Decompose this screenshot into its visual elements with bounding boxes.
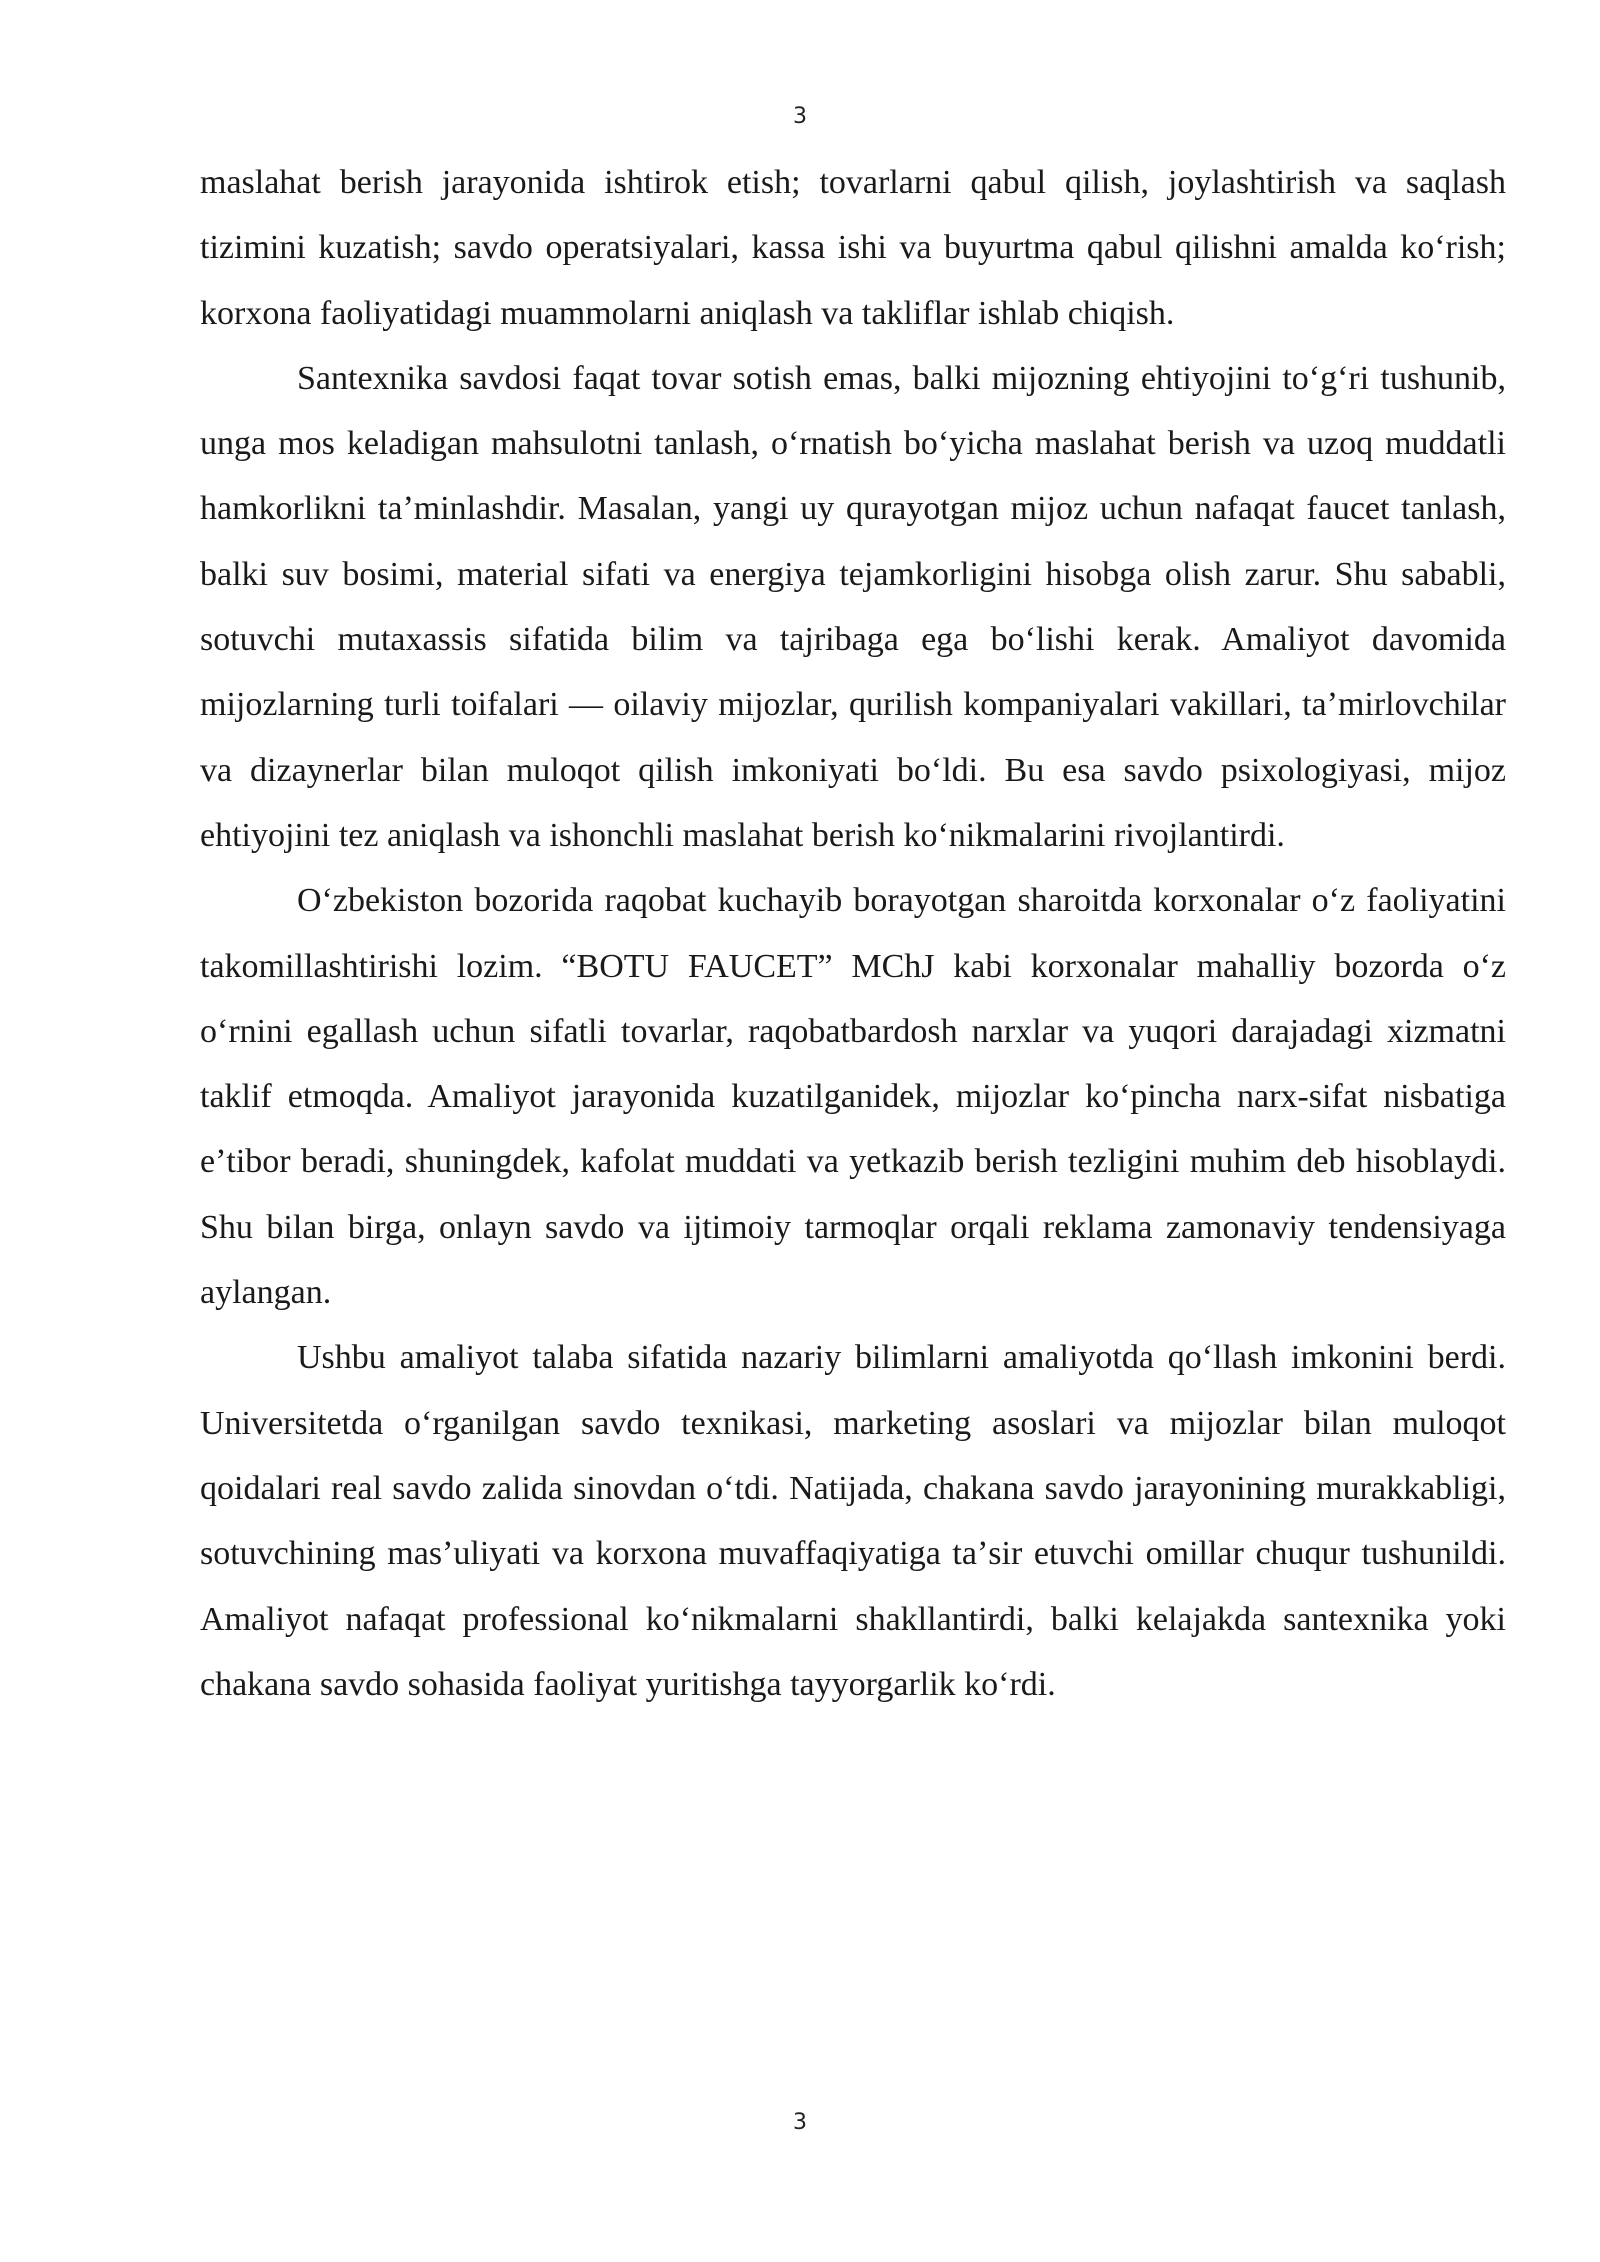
paragraph-1: maslahat berish jarayonida ishtirok etish; tovarlarni qabul qilish, joylashtirish va saqlash tizimini kuzatish; savdo operatsiyalari, kassa ishi va buyurtma qabul qilishni amalda koʻrish; korxona faoliyatidagi muammolarni aniqlash va takliflar ishlab chiqish. — [200, 164, 1506, 332]
paragraph-4: Ushbu amaliyot talaba sifatida nazariy bilimlarni amaliyotda qoʻllash imkonini berdi. Universitetda oʻrganilgan savdo texnikasi, marketing asoslari va mijozlar bilan muloqot qoidalari real savdo zalida sinovdan oʻtdi. Natijada, chakana savdo jarayonining murakkabligi, sotuvchining masʼuliyati va korxona muvaffaqiyatiga taʼsir etuvchi omillar chuqur tushunildi. Amaliyot nafaqat professional koʻnikmalarni shakllantirdi, balki kelajakda santexnika yoki chakana savdo sohasida faoliyat yuritishga tayyorgarlik koʻrdi. — [200, 1339, 1506, 1703]
page-number-top: 3 — [793, 104, 807, 129]
paragraph-3: Oʻzbekiston bozorida raqobat kuchayib borayotgan sharoitda korxonalar oʻz faoliyatini takomillashtirishi lozim. “BOTU FAUCET” MChJ kabi korxonalar mahalliy bozorda oʻz oʻrnini egallash uchun sifatli tovarlar, raqobatbardosh narxlar va yuqori darajadagi xizmatni taklif etmoqda. Amaliyot jarayonida kuzatilganidek, mijozlar koʻpincha narx-sifat nisbatiga eʼtibor beradi, shuningdek, kafolat muddati va yetkazib berish tezligini muhim deb hisoblaydi. Shu bilan birga, onlayn savdo va ijtimoiy tarmoqlar orqali reklama zamonaviy tendensiyaga aylangan. — [200, 882, 1506, 1312]
document-body — [200, 150, 1506, 1717]
paragraph-2: Santexnika savdosi faqat tovar sotish emas, balki mijozning ehtiyojini toʻgʻri tushunib, unga mos keladigan mahsulotni tanlash, oʻrnatish boʻyicha maslahat berish va uzoq muddatli hamkorlikni taʼminlashdir. Masalan, yangi uy qurayotgan mijoz uchun nafaqat faucet tanlash, balki suv bosimi, material sifati va energiya tejamkorligini hisobga olish zarur. Shu sababli, sotuvchi mutaxassis sifatida bilim va tajribaga ega boʻlishi kerak. Amaliyot davomida mijozlarning turli toifalari — oilaviy mijozlar, qurilish kompaniyalari vakillari, taʼmirlovchilar va dizaynerlar bilan muloqot qilish imkoniyati boʻldi. Bu esa savdo psixologiyasi, mijoz ehtiyojini tez aniqlash va ishonchli maslahat berish koʻnikmalarini rivojlantirdi. — [200, 359, 1506, 854]
page-number-bottom: 3 — [793, 2110, 807, 2135]
